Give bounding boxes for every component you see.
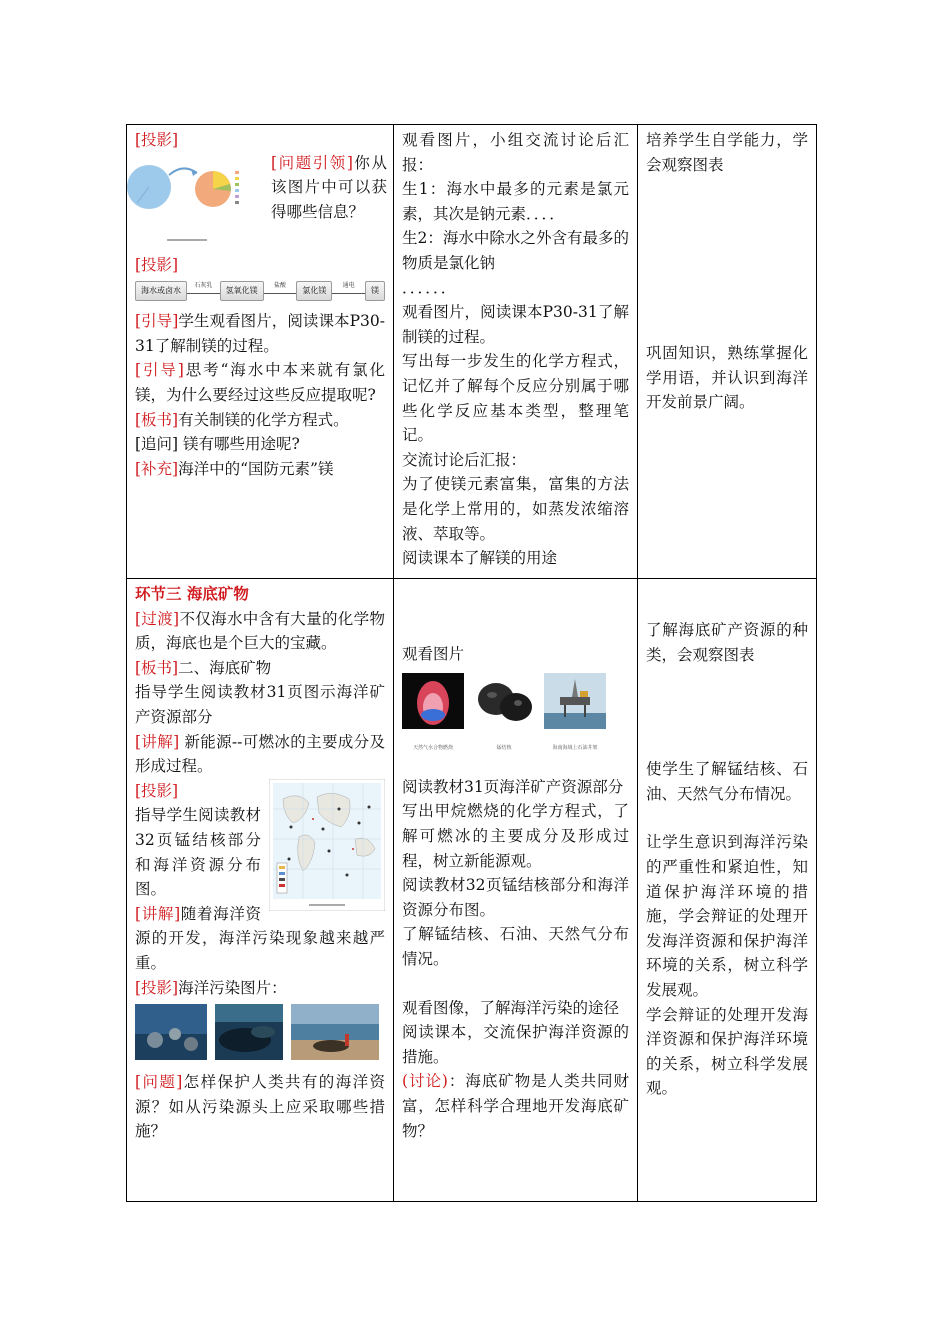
question-tag: [问题] bbox=[135, 1073, 183, 1092]
projection-tag: [投影] bbox=[135, 978, 179, 997]
projection-tag: [投影] bbox=[135, 255, 179, 274]
pie-figure-block bbox=[135, 153, 385, 249]
supplement-tag: [补充] bbox=[135, 459, 179, 478]
student-activity-text: ．．．．．． bbox=[402, 278, 457, 297]
photo-block bbox=[472, 673, 536, 761]
discuss-text: ：海底矿物是人类共同财富，怎样科学合理地开发海底矿物？ bbox=[402, 1072, 629, 1140]
design-intent-text: 培养学生自学能力，学会观察图表 bbox=[646, 131, 808, 174]
explain-text: 新能源--可燃冰的主要成分及形成过程。 bbox=[135, 732, 385, 776]
flow-arrow-label: 通电 bbox=[342, 282, 355, 290]
teacher-activity-cell bbox=[127, 125, 394, 579]
projection-block bbox=[135, 779, 385, 976]
student-activity-text: 写出甲烷燃烧的化学方程式，了解可燃冰的主要成分及形成过程，树立新能源观。 bbox=[402, 802, 629, 870]
design-intent-text: 巩固知识，熟练掌握化学用语，并认识到海洋开发前景广阔。 bbox=[646, 344, 808, 412]
pollution-photo bbox=[135, 1004, 207, 1060]
table-row bbox=[127, 125, 817, 579]
explain-tag: [讲解] bbox=[135, 732, 180, 751]
board-text: 有关制镁的化学方程式。 bbox=[178, 410, 349, 429]
student-activity-text: 观看图片，小组交流讨论后汇报： bbox=[402, 131, 629, 174]
student-activity-text: 了解锰结核、石油、天然气分布情况。 bbox=[402, 925, 629, 968]
student-activity-text: 为了使镁元素富集，富集的方法是化学上常用的，如蒸发浓缩溶液、萃取等。 bbox=[402, 475, 629, 543]
flow-step: 镁 bbox=[365, 281, 385, 301]
design-intent-text: 让学生意识到海洋污染的严重性和紧迫性，知道保护海洋环境的措施，学会辩证的处理开发海洋资源和保护海洋环境的关系，树立科学发展观。 bbox=[646, 833, 808, 999]
magnesium-flow-diagram bbox=[135, 281, 385, 301]
flow-arrow-label: 盐酸 bbox=[274, 282, 287, 290]
flow-arrow bbox=[187, 282, 220, 300]
manganese-nodule-photo bbox=[472, 673, 536, 729]
projection-tag: [投影] bbox=[135, 781, 179, 800]
projection-tag: [投影] bbox=[135, 131, 179, 149]
flow-step: 氢氧化镁 bbox=[220, 281, 264, 301]
transition-text: 不仅海水中含有大量的化学物质，海底也是个巨大的宝藏。 bbox=[135, 609, 385, 653]
pollution-photo bbox=[291, 1004, 379, 1060]
question-block bbox=[271, 151, 387, 225]
projection-text: 指导学生阅读教材32页锰结核部分和海洋资源分布图。 bbox=[135, 806, 261, 899]
guide-text: 思考“海水中本来就有氯化镁，为什么要经过这些反应提取呢? bbox=[135, 361, 385, 404]
teacher-activity-cell bbox=[127, 579, 394, 1202]
design-intent-text: 使学生了解锰结核、石油、天然气分布情况。 bbox=[646, 760, 808, 803]
section-title: 环节三 海底矿物 bbox=[135, 584, 249, 603]
photo-caption: 锰结核 bbox=[496, 745, 512, 752]
table-row bbox=[127, 579, 817, 1202]
student-activity-text: 阅读教材32页锰结核部分和海洋资源分布图。 bbox=[402, 876, 629, 919]
supplement-text: 海洋中的“国防元素”镁 bbox=[178, 459, 334, 478]
board-tag: [板书] bbox=[135, 658, 179, 677]
student-activity-text: 阅读课本，交流保护海洋资源的措施。 bbox=[402, 1023, 629, 1066]
design-intent-cell bbox=[638, 125, 817, 579]
board-text: 二、海底矿物 bbox=[178, 658, 272, 677]
mineral-photos bbox=[402, 673, 629, 761]
seawater-composition-pie-figure bbox=[127, 159, 255, 247]
student-activity-text: 生1：海水中最多的元素是氯元素，其次是钠元素．．．． bbox=[402, 180, 629, 223]
guide-tag: [引导] bbox=[135, 312, 179, 331]
student-activity-text: 阅读课本了解镁的用途 bbox=[402, 549, 558, 568]
photo-block bbox=[544, 673, 606, 761]
design-intent-text: 学会辩证的处理开发海洋资源和保护海洋环境的关系，树立科学发展观。 bbox=[646, 1005, 808, 1098]
student-activity-text: 交流讨论后汇报： bbox=[402, 450, 527, 469]
explain-tag: [讲解] bbox=[135, 904, 181, 923]
pollution-photos bbox=[135, 1004, 385, 1060]
design-intent-cell bbox=[638, 579, 817, 1202]
photo-caption: 天然气水合物燃烧 bbox=[412, 745, 453, 752]
flow-arrow bbox=[332, 282, 365, 300]
pollution-text: 海洋污染图片： bbox=[178, 978, 287, 997]
question-text: 你从该图片中可以获得哪些信息？ bbox=[271, 153, 387, 221]
flow-arrow bbox=[264, 282, 297, 300]
question-text: 怎样保护人类共有的海洋资源？如从污染源头上应采取哪些措施？ bbox=[135, 1073, 385, 1141]
flow-step: 海水或卤水 bbox=[135, 281, 187, 301]
flow-arrow-label: 石灰乳 bbox=[194, 282, 213, 290]
pollution-photo bbox=[215, 1004, 283, 1060]
student-activity-text: 写出每一步发生的化学方程式，记忆并了解每个反应分别属于哪些化学反应基本类型，整理笔记。 bbox=[402, 352, 629, 445]
guide-tag: [引导] bbox=[135, 361, 184, 380]
transition-tag: [过渡] bbox=[135, 609, 180, 628]
guide-text: 指导学生阅读教材31页图示海洋矿产资源部分 bbox=[135, 683, 385, 726]
explain-text: 随着海洋资源的开发，海洋污染现象越来越严重。 bbox=[135, 904, 385, 972]
oil-platform-photo bbox=[544, 673, 606, 729]
followup-question: [追问] 镁有哪些用途呢? bbox=[135, 435, 300, 454]
student-activity-text: 观看图像，了解海洋污染的途径 bbox=[402, 998, 620, 1017]
lesson-table bbox=[126, 124, 817, 1202]
guide-text: 学生观看图片，阅读课本P30-31了解制镁的过程。 bbox=[135, 312, 385, 355]
student-activity-cell bbox=[394, 125, 638, 579]
student-activity-text: 生2：海水中除水之外含有最多的物质是氯化钠 bbox=[402, 229, 629, 272]
design-intent-text: 了解海底矿产资源的种类，会观察图表 bbox=[646, 621, 808, 664]
ocean-resource-map-figure bbox=[269, 779, 385, 911]
student-activity-text: 观看图片，阅读课本P30-31了解制镁的过程。 bbox=[402, 303, 629, 346]
burning-ice-photo bbox=[402, 673, 464, 729]
observe-text: 观看图片 bbox=[402, 645, 465, 663]
photo-caption: 海南海域上石油井架 bbox=[552, 745, 598, 752]
photo-block bbox=[402, 673, 464, 761]
board-tag: [板书] bbox=[135, 410, 179, 429]
question-tag: [问题引领] bbox=[271, 153, 353, 172]
student-activity-cell bbox=[394, 579, 638, 1202]
student-activity-text: 阅读教材31页海洋矿产资源部分 bbox=[402, 777, 624, 796]
discuss-tag: (讨论) bbox=[402, 1072, 448, 1091]
flow-step: 氯化镁 bbox=[296, 281, 332, 301]
